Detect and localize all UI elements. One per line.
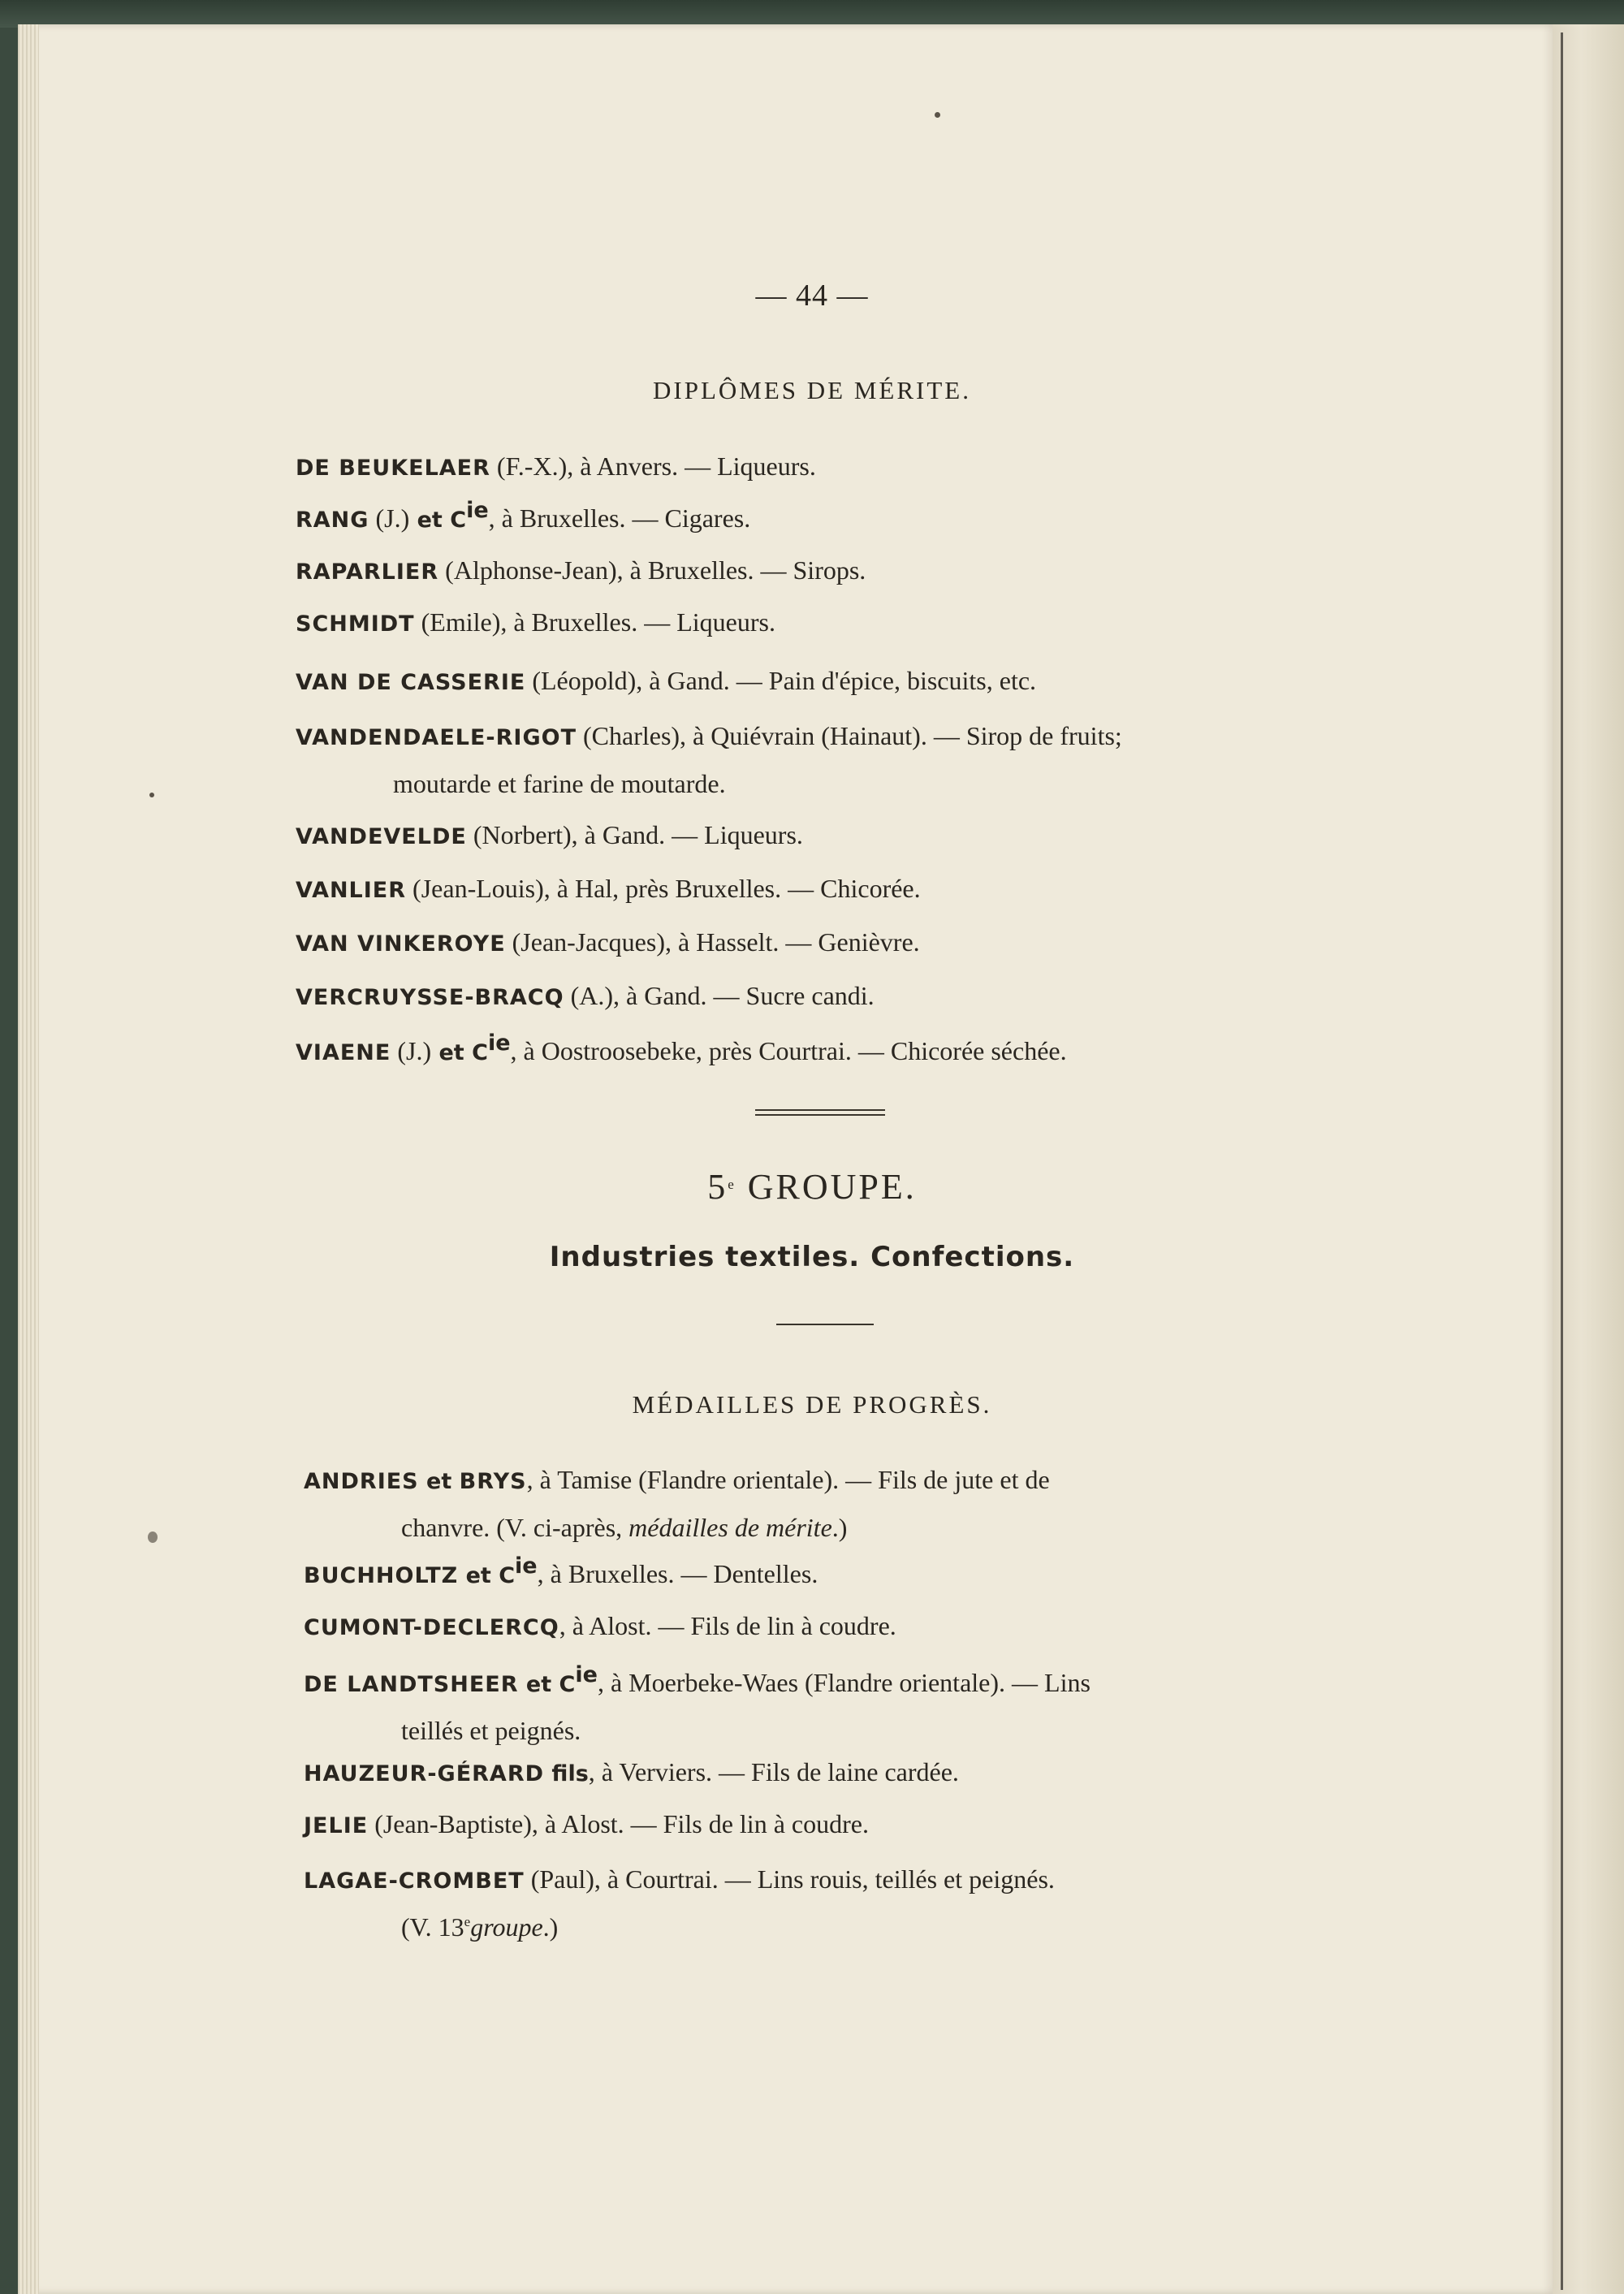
list-item: VANDENDAELE-RIGOT (Charles), à Quiévrain (Hainaut). — Sirop de fruits; moutarde et farine de moutarde.: [296, 721, 1122, 798]
entry-name: RANG: [296, 508, 369, 533]
list-item: LAGAE-CROMBET (Paul), à Courtrai. — Lins rouis, teillés et peignés. (V. 13egroupe.): [304, 1864, 1055, 1942]
entry-name: VANDEVELDE: [296, 824, 467, 849]
paper-speck: [149, 793, 154, 797]
group-title: 5e GROUPE.: [707, 1167, 917, 1207]
entry-name: RAPARLIER: [296, 559, 439, 585]
diplomes-heading: DIPLÔMES DE MÉRITE.: [653, 376, 971, 404]
entry-name: VAN VINKEROYE: [296, 931, 506, 957]
page-number: — 44 —: [755, 279, 869, 313]
book-page: [18, 24, 1553, 2294]
list-item: VERCRUYSSE-BRACQ (A.), à Gand. — Sucre candi.: [296, 981, 875, 1010]
gutter-line: [1561, 32, 1563, 2290]
entry-name: VAN DE CASSERIE: [296, 670, 526, 695]
list-item: ANDRIES et BRYS, à Tamise (Flandre orientale). — Fils de jute et de chanvre. (V. ci-après, médailles de mérite.): [304, 1465, 1050, 1542]
entry-name: ANDRIES: [304, 1469, 419, 1494]
paper-speck: [148, 1531, 158, 1543]
entry-name: HAUZEUR-GÉRARD: [304, 1761, 545, 1786]
entry-name: VIAENE: [296, 1040, 391, 1065]
group-subtitle: Industries textiles. Confections.: [549, 1241, 1075, 1273]
paper-speck: [935, 112, 940, 118]
entry-name: BUCHHOLTZ: [304, 1563, 459, 1588]
entry-name: VERCRUYSSE-BRACQ: [296, 985, 564, 1010]
list-item: VAN DE CASSERIE (Léopold), à Gand. — Pain d'épice, biscuits, etc.: [296, 666, 1037, 695]
entry-name: CUMONT-DECLERCQ: [304, 1615, 559, 1640]
section-divider-double: [755, 1109, 885, 1116]
list-item: HAUZEUR-GÉRARD fils, à Verviers. — Fils de laine cardée.: [304, 1757, 959, 1786]
list-item: JELIE (Jean-Baptiste), à Alost. — Fils de lin à coudre.: [304, 1809, 869, 1838]
entry-name: SCHMIDT: [296, 611, 415, 637]
list-item: BUCHHOLTZ et $C^{ie}$, à Bruxelles. — Dentelles.: [304, 1553, 818, 1588]
list-item: RANG (J.) et $C^{ie}$, à Bruxelles. — Cigares.: [296, 498, 751, 533]
page-stack-edges: [18, 24, 39, 2294]
entry-name: VANDENDAELE-RIGOT: [296, 725, 577, 750]
entry-name: DE BEUKELAER: [296, 456, 490, 481]
list-item: VANLIER (Jean-Louis), à Hal, près Bruxelles. — Chicorée.: [296, 874, 921, 903]
list-item: DE LANDTSHEER et $C^{ie}$, à Moerbeke-Waes (Flandre orientale). — Lins teillés et peignés.: [304, 1662, 1091, 1745]
list-item: RAPARLIER (Alphonse-Jean), à Bruxelles. — Sirops.: [296, 555, 866, 585]
medailles-heading: MÉDAILLES DE PROGRÈS.: [632, 1390, 992, 1419]
list-item: DE BEUKELAER (F.-X.), à Anvers. — Liqueurs.: [296, 451, 816, 481]
entry-name: VANLIER: [296, 878, 407, 903]
list-item: VANDEVELDE (Norbert), à Gand. — Liqueurs.: [296, 820, 803, 849]
list-item: VAN VINKEROYE (Jean-Jacques), à Hasselt. — Genièvre.: [296, 927, 920, 957]
list-item: CUMONT-DECLERCQ, à Alost. — Fils de lin à coudre.: [304, 1611, 896, 1640]
list-item: VIAENE (J.) et $C^{ie}$, à Oostroosebeke, près Courtrai. — Chicorée séchée.: [296, 1030, 1067, 1065]
facing-page-edge: [1553, 24, 1624, 2294]
entry-name: LAGAE-CROMBET: [304, 1868, 525, 1894]
entry-name: JELIE: [304, 1813, 369, 1838]
list-item: SCHMIDT (Emile), à Bruxelles. — Liqueurs.: [296, 607, 775, 637]
section-divider: [776, 1324, 874, 1325]
entry-name: DE LANDTSHEER: [304, 1672, 519, 1697]
book-cover-band: [0, 0, 1624, 28]
